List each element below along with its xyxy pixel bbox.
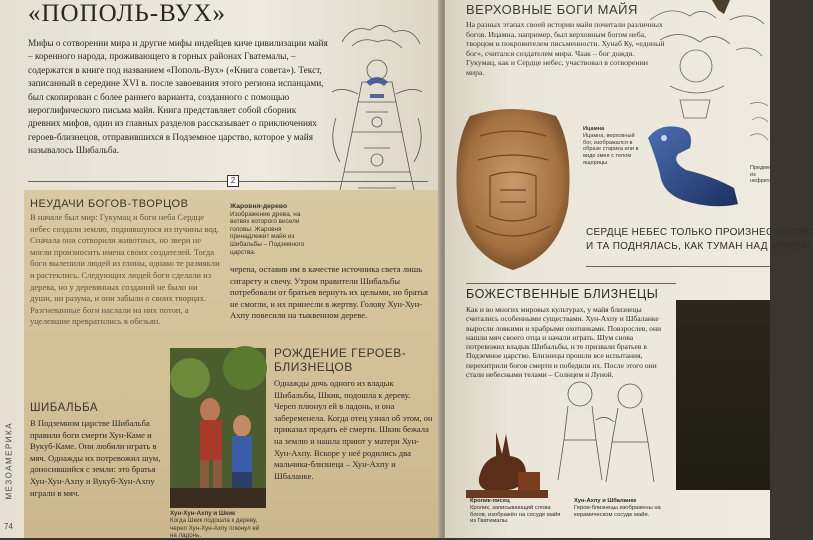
middle-text: черепа, оставив им в качестве источника света лишь сигарету и свечу. Утром правители Шибальбы потребовали от братьев вернуть их целыми, но братья не смогли, и их принесли в жертву. Голову Хун-Хун-Ахпу повесили на тыквенном дереве. xyxy=(230,264,428,321)
section-text: Как и во многих мировых культурах, у майя близнецы считались особенными существами. Хун-Ахпу и Шбаланке выросли ловкими и храбрыми охотниками. Повзрослев, они нашли мяч своего отца и начали играть. Шум снова потревожил владык Шибальбы, и те призвали братьев в Подземное царство. Близнецы прошли все испытания, перехитрили богов смерти и победили их. После этого они стали небесными телами – Солнцем и Луной. xyxy=(466,305,662,380)
disc-caption-text: Ицамна, верховный бог, изображался в образе старика или в виде змея с телом ящерицы. xyxy=(583,132,639,166)
pull-quote-line: И ТА ПОДНЯЛАСЬ, КАК ТУМАН НАД МОРЕМ xyxy=(586,241,811,252)
jade-serpent-sculpture xyxy=(642,118,742,213)
sidebar-text: Изображение древа, на ветвях которого висели головы. Жаровня принадлежит майя из Шибальбы – Подземного царства. xyxy=(230,210,305,256)
intro-text: На разных этапах своей истории майя почитали различных богов. Ицамна, например, был верховным богом неба, творцом и покровителем письменности. Хунаб Ку, «единый бог», считался создателем мира. Чаак – бог дождя. Гукумац, как и Сердце небес, участвовал в сотворении мира. xyxy=(466,20,665,77)
caption-title: Кролик-писец xyxy=(470,498,510,504)
maya-figure-sketch xyxy=(322,22,430,212)
page-title: «ПОПОЛЬ-ВУХ» xyxy=(28,0,227,27)
sidebar-note xyxy=(230,203,310,256)
heroes-illustration xyxy=(170,348,266,508)
spine-label: МЕЗОАМЕРИКА xyxy=(4,421,14,500)
section-text: Однажды дочь одного из владык Шибальбы, Шкик, подошла к дереву. Череп плюнул ей в ладонь, и она забеременела. Когда отец узнал об этом, он приказал предать её смерти. Шкик бежала на землю и нашла приют у матери Хун-Хун-Ахпу. Вскоре у неё родились два мальчика-близнеца – Хун-Ахпу и Шбаланке. xyxy=(274,378,433,481)
caption-rabbit xyxy=(470,498,566,525)
section-heading: НЕУДАЧИ БОГОВ-ТВОРЦОВ xyxy=(30,198,189,210)
disc-caption-title: Ицамна xyxy=(583,126,605,132)
rabbit-scribe-illustration xyxy=(466,428,548,498)
section-divider xyxy=(466,283,676,284)
section-marker: 2 xyxy=(227,175,239,187)
twins-glyph-sketch xyxy=(550,370,662,488)
side-caption: Предметы из нефрита. xyxy=(750,165,777,184)
dark-photo xyxy=(676,300,770,490)
sidebar-heading: Жаровня-дерево xyxy=(230,203,288,210)
section-text: В начале был мир: Гукумац и боги неба Сердце небес создали землю, поднявшуюся из пучины вод. Сначала они сотворили животных, но звери не могли произносить имена своих создателей. Тогда боги вылепили людей из глины, однако те размякли и растеклись. Следующих людей боги сделали из дерева, но у деревянных созданий не было ни души, ни разума, и они забыли о своих творцах. Разгневанные боги наслали на них потоп, а уцелевшие превратились в обезьян. xyxy=(30,212,220,327)
section-heading: ШИБАЛЬБА xyxy=(30,402,99,414)
section-divider xyxy=(586,266,770,267)
caption-text: Кролик, записывающий слова богов, изображён на сосуде майя из Гватемалы. xyxy=(470,504,561,525)
section-text: В Подземном царстве Шибальба правили боги смерти Хун-Каме и Вукуб-Каме. Они любили играть в мяч. Однажды их потревожил шум, доносившийся с земли: это братья Хун-Хун-Ахпу и Вукуб-Хун-Ахпу играли в мяч. xyxy=(30,418,161,498)
photo-caption xyxy=(170,510,266,540)
caption-twins xyxy=(574,498,670,518)
side-sketch xyxy=(748,100,770,160)
section-heading: РОЖДЕНИЕ ГЕРОЕВ-БЛИЗНЕЦОВ xyxy=(274,346,407,374)
pull-quote xyxy=(586,226,813,266)
heroes-photo xyxy=(170,348,266,508)
caption-text: Герои-близнецы изображены на керамическом сосуде майя. xyxy=(574,504,661,518)
photo-caption-text: Когда Шкик подошла к дереву, череп Хун-Хун-Ахпу плюнул ей на ладонь. xyxy=(170,517,260,540)
pull-quote-line: СЕРДЦЕ НЕБЕС ТОЛЬКО ПРОИЗНЕС СЛОВО xyxy=(586,227,813,238)
disc-caption xyxy=(583,126,641,167)
page-number: 74 xyxy=(4,522,13,531)
photo-caption-title: Хун-Хун-Ахпу и Шкик xyxy=(170,510,236,517)
caption-title: Хун-Ахпу и Шбаланке xyxy=(574,498,637,504)
intro-text: Мифы о сотворении мира и другие мифы индейцев киче цивилизации майя – коренного народа, проживающего в горных районах Гватемалы, – содержатся в книге под названием «Пополь-Вух» («Книга совета»). Текст, записанный в середине XVI в. после завоевания этого региона испанцами, был скопирован с более раннего варианта, созданного с помощью иероглифического письма майя. Книга представляет собой сборник древних мифов, один из главных разделов рассказывает о приключениях героев-близнецов, отправившихся в Подземное царство, которое у майя называлось Шибальба. xyxy=(28,39,328,157)
section-heading: БОЖЕСТВЕННЫЕ БЛИЗНЕЦЫ xyxy=(466,287,659,301)
carved-stone-disc xyxy=(450,106,576,274)
page-title: ВЕРХОВНЫЕ БОГИ МАЙЯ xyxy=(466,2,638,17)
